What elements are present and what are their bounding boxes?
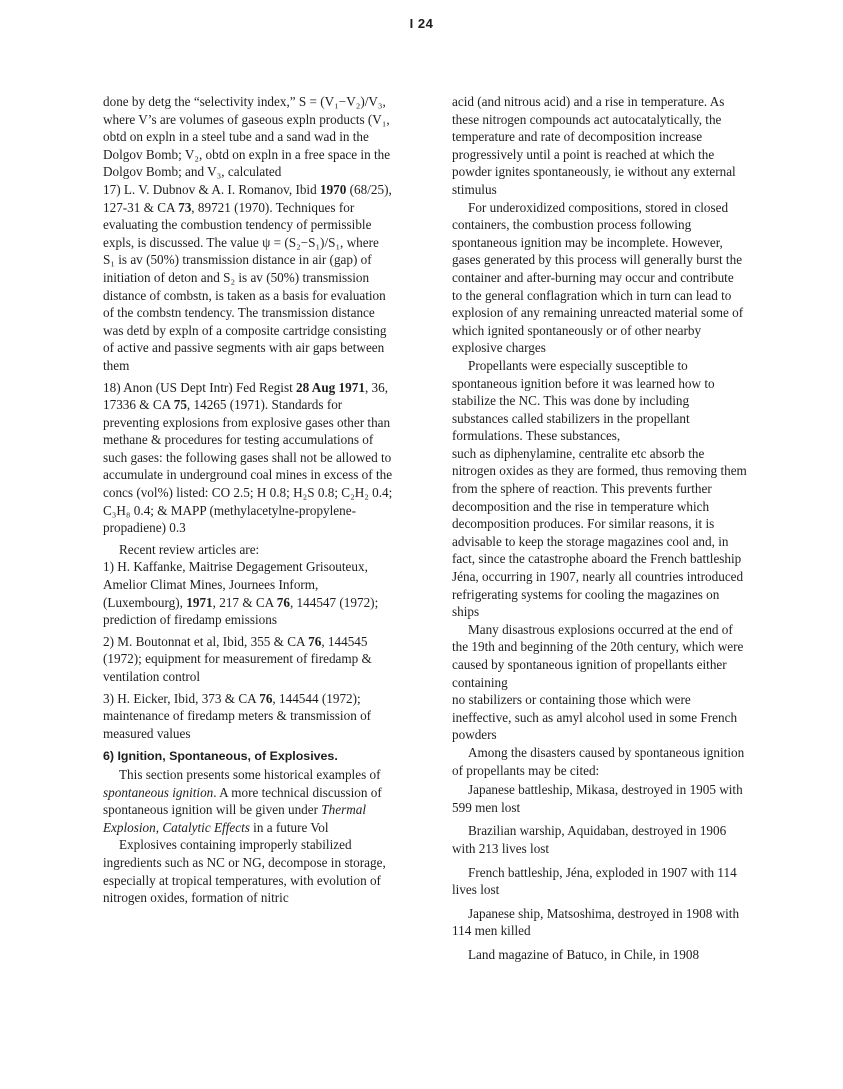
- rev1-lead: 1) H. Kaffanke, Maitrise Degagement Grisouteux, Amelior Climat Mines, Journees Inform, (Luxembourg),: [103, 559, 368, 610]
- sec-p1-c: in a future Vol: [249, 819, 329, 835]
- ref17-volume: 73: [178, 199, 192, 215]
- ref18-rest: , 14265 (1971). Standards for preventing explosions from explosive gases other than methane & procedures for testing accumulations of such gases: the following gases shall not be allowed to accumulate in underground coal mines in excess of the concs (vol%) listed: CO 2.5; H 0.8; H₂S 0.8; C₂H₂ 0.4; C₃H₈ 0.4; & MAPP (methylacetylne-propylene-propadiene) 0.3: [103, 397, 393, 536]
- paragraph-underoxidized: For underoxidized compositions, stored in closed containers, the combustion process following spontaneous ignition may be incomplete. However, gases generated by this process will generally burst the container and after-burning may occur and contribute to the general conflagration which in turn can lead to explosion of any remaining unreacted material some of which ignited spontaneously or of other nearby explosive charges: [452, 199, 744, 356]
- review-article-3: [103, 690, 393, 743]
- rev1-volume: 76: [276, 594, 290, 610]
- section-heading: 6) Ignition, Spontaneous, of Explosives.: [103, 749, 338, 764]
- explosives-decompose-paragraph: Explosives containing improperly stabilized ingredients such as NC or NG, decompose in storage, especially at tropical temperatures, with evolution of nitrogen oxides, formation of nitric: [103, 837, 386, 906]
- ref18-volume: 75: [173, 397, 187, 413]
- review-article-2: [103, 633, 393, 686]
- sec-p1-emphasis-2: Thermal Explosion, Catalytic Effects: [103, 802, 366, 835]
- disaster-item: Brazilian warship, Aquidaban, destroyed in 1906 with 213 lives lost: [452, 823, 727, 856]
- ref17-rest: , 89721 (1970). Techniques for evaluating the combustion tendency of permissible expls, is discussed. The value ψ = (S₂−S₁)/S₁, where S₁ is av (50%) transmission distance in air (gap) of initiation of deton and S₂ is av (50%) transmission distance of combstn, is taken as a basis for evaluation of the combstn tendency. The transmission distance was detd by expln of a composite cartridge consisting of active and passive segments with air gaps between them: [103, 199, 387, 373]
- reference-18: [103, 379, 393, 537]
- paragraph-disasters-intro: Among the disasters caused by spontaneous ignition of propellants may be cited:: [452, 744, 745, 778]
- reference-17: [103, 181, 393, 375]
- ref17-mid: (68/25), 127-31 & CA: [103, 181, 392, 215]
- recent-review-intro: Recent review articles are:: [119, 541, 260, 557]
- disaster-item: French battleship, Jéna, exploded in 1907 with 114 lives lost: [452, 864, 737, 898]
- rev3-rest: , 144544 (1972); maintenance of firedamp meters & transmission of measured values: [103, 690, 372, 741]
- paragraph-propellants: Propellants were especially susceptible to spontaneous ignition before it was learned how to stabilize the NC. This was done by including substances called stabilizers in the propellant formulations. These substances,: [452, 357, 715, 444]
- paragraph-selectivity-index: done by detg the “selectivity index,” S = (V₁−V₂)/V₃, where V’s are volumes of gaseous expln products (V₁, obtd on expln in a steel tube and a sand wad in the Dolgov Bomb; V₂, obtd on expln in a free space in the Dolgov Bomb; and V₃, calculated: [103, 94, 391, 180]
- page-number: I 24: [409, 16, 434, 31]
- paragraph-disastrous-explosions: Many disastrous explosions occurred at the end of the 19th and beginning of the 20th century, which were caused by spontaneous ignition of propellants either containing: [452, 621, 744, 690]
- paragraph-acid-continuation: acid (and nitrous acid) and a rise in temperature. As these nitrogen compounds act autocatalytically, the temperature and rate of decomposition increase progressively until a point is reached at which the powder ignites spontaneously, ie without any external stimulus: [452, 94, 736, 197]
- disaster-item: Land magazine of Batuco, in Chile, in 1908: [468, 946, 700, 962]
- right-column: [452, 93, 747, 964]
- paragraph-stabilizers: such as diphenylamine, centralite etc absorb the nitrogen oxides as they are formed, thus removing them from the sphere of reaction. This prevents further decomposition and the rise in temperature which decomposition produces. For similar reasons, it is advisable to keep the storage magazines cool and, in fact, since the catastrophe aboard the French battleship Jéna, occurring in 1907, nearly all countries introduced refrigerating systems for cooling the magazines on ships: [452, 445, 747, 620]
- rev2-lead: 2) M. Boutonnat et al, Ibid, 355 & CA: [103, 633, 309, 649]
- paragraph-no-stabilizers: no stabilizers or containing those which were ineffective, such as amyl alcohol used in some French powders: [452, 692, 738, 743]
- ref18-date: 28 Aug 1971: [296, 379, 365, 395]
- ref18-mid: , 36, 17336 & CA: [103, 379, 389, 413]
- ref17-lead: 17) L. V. Dubnov & A. I. Romanov, Ibid: [103, 181, 320, 197]
- rev1-year: 1971: [186, 594, 213, 610]
- section-intro-paragraph: [103, 766, 393, 836]
- ref17-year: 1970: [319, 181, 347, 197]
- ref18-lead: 18) Anon (US Dept Intr) Fed Regist: [103, 379, 297, 395]
- disaster-item: Japanese battleship, Mikasa, destroyed in 1905 with 599 men lost: [452, 782, 743, 815]
- rev2-rest: , 144545 (1972); equipment for measurement of firedamp & ventilation control: [103, 633, 372, 684]
- sec-p1-a: This section presents some historical examples of: [119, 766, 381, 782]
- rev3-volume: 76: [259, 690, 273, 706]
- left-column: [103, 93, 393, 907]
- sec-p1-b: . A more technical discussion of spontaneous ignition will be given under: [103, 784, 382, 818]
- rev1-mid: , 217 & CA: [212, 594, 277, 610]
- rev3-lead: 3) H. Eicker, Ibid, 373 & CA: [103, 690, 260, 706]
- rev2-volume: 76: [308, 633, 322, 649]
- disaster-item: Japanese ship, Matsoshima, destroyed in 1908 with 114 men killed: [452, 905, 740, 939]
- rev1-rest: , 144547 (1972); prediction of firedamp emissions: [103, 594, 379, 628]
- sec-p1-emphasis-1: spontaneous ignition: [103, 784, 214, 800]
- review-article-1: [103, 558, 393, 628]
